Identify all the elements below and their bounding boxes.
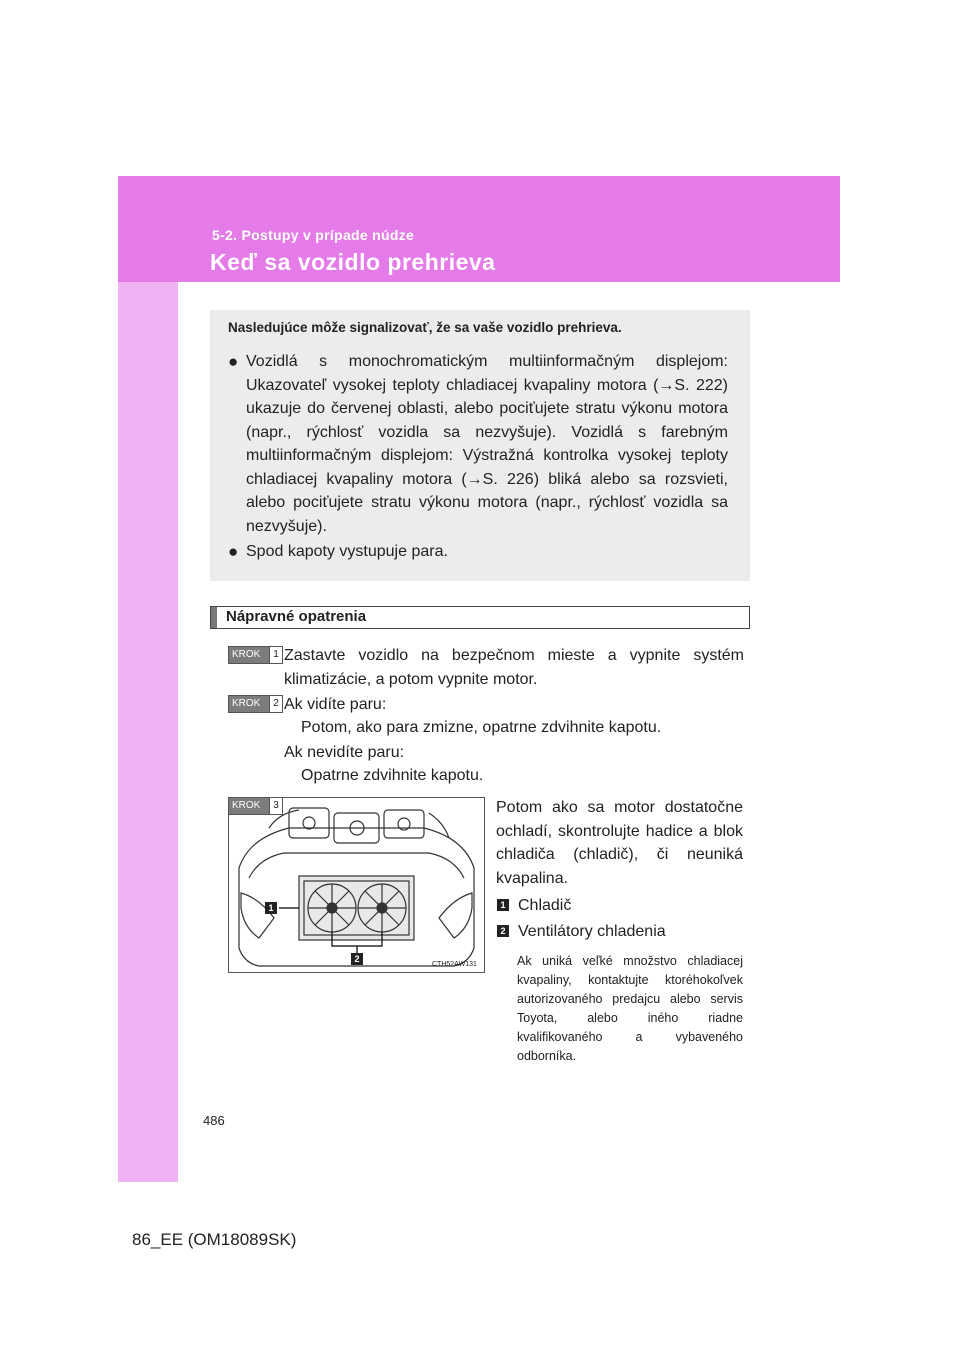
page-number: 486 xyxy=(203,1113,225,1128)
bullet-dot-icon: ● xyxy=(228,352,239,371)
step-badge-label: KROK xyxy=(229,696,269,712)
step-2-case-a: Ak vidíte paru: xyxy=(284,696,387,713)
bullet-text: Spod kapoty vystupuje para. xyxy=(246,543,448,560)
section-bar xyxy=(210,606,750,629)
info-intro: Nasledujúce môže signalizovať, že sa vaše vozidlo prehrieva. xyxy=(228,320,622,335)
callout-1: 1 xyxy=(265,902,277,914)
document-code: 86_EE (OM18089SK) xyxy=(132,1230,297,1249)
legend-item-1: Chladič xyxy=(518,897,572,914)
engine-bay-illustration xyxy=(228,797,485,973)
step-badge-3 xyxy=(229,798,283,815)
step-3-text: Potom ako sa motor dostatočne ochladí, skontrolujte hadice a blok chladiča (chladič), či neuniká kvapalina. xyxy=(496,799,743,887)
side-tab-strip xyxy=(118,176,178,1182)
legend-item-2: Ventilátory chladenia xyxy=(518,923,666,940)
step-badge-number: 3 xyxy=(269,798,282,814)
step-badge-number: 2 xyxy=(269,696,282,712)
step-badge-label: KROK xyxy=(229,647,269,663)
step-2-case-a-detail: Potom, ako para zmizne, opatrne zdvihnite kapotu. xyxy=(301,719,662,736)
step-1-text: Zastavte vozidlo na bezpečnom mieste a vypnite systém klimatizácie, a potom vypnite motor. xyxy=(284,647,744,688)
step-badge-2 xyxy=(228,695,283,713)
step-badge-label: KROK xyxy=(229,798,269,814)
section-bar-accent xyxy=(211,607,217,628)
section-label: 5-2. Postupy v prípade núdze xyxy=(212,227,415,243)
step-2-case-b-detail: Opatrne zdvihnite kapotu. xyxy=(301,767,484,784)
engine-bay-drawing xyxy=(229,798,484,972)
legend-badge-1: 1 xyxy=(497,899,509,911)
legend-badge-2: 2 xyxy=(497,925,509,937)
step-badge-1 xyxy=(228,646,283,664)
section-title: Nápravné opatrenia xyxy=(226,608,367,625)
page-title: Keď sa vozidlo prehrieva xyxy=(210,249,496,275)
step-badge-number: 1 xyxy=(269,647,282,663)
bullet-text: Vozidlá s monochromatickým multiinformačným displejom: Ukazovateľ vysokej teploty chladiacej kvapaliny motora (→S. 222) ukazuje do červenej oblasti, alebo pociťujete stratu výkonu motora (napr., rýchlosť vozidla sa nezvyšuje). Vozidlá s farebným multiinformačným displejom: Výstražná kontrolka vysokej teploty chladiacej kvapaliny motora (→S. 226) bliká alebo sa rozsvieti, alebo pociťujete stratu výkonu motora (napr., rýchlosť vozidla sa nezvyšuje). xyxy=(246,353,728,535)
callout-2: 2 xyxy=(351,953,363,965)
bullet-dot-icon: ● xyxy=(228,542,239,561)
step-2-case-b: Ak nevidíte paru: xyxy=(284,744,405,761)
figure-code: CTH52AW131 xyxy=(432,961,477,968)
warning-note: Ak uniká veľké množstvo chladiacej kvapaliny, kontaktujte ktoréhokoľvek autorizovaného predajcu alebo servis Toyota, alebo iného riadne kvalifikovaného a vybaveného odborníka. xyxy=(517,954,743,1063)
